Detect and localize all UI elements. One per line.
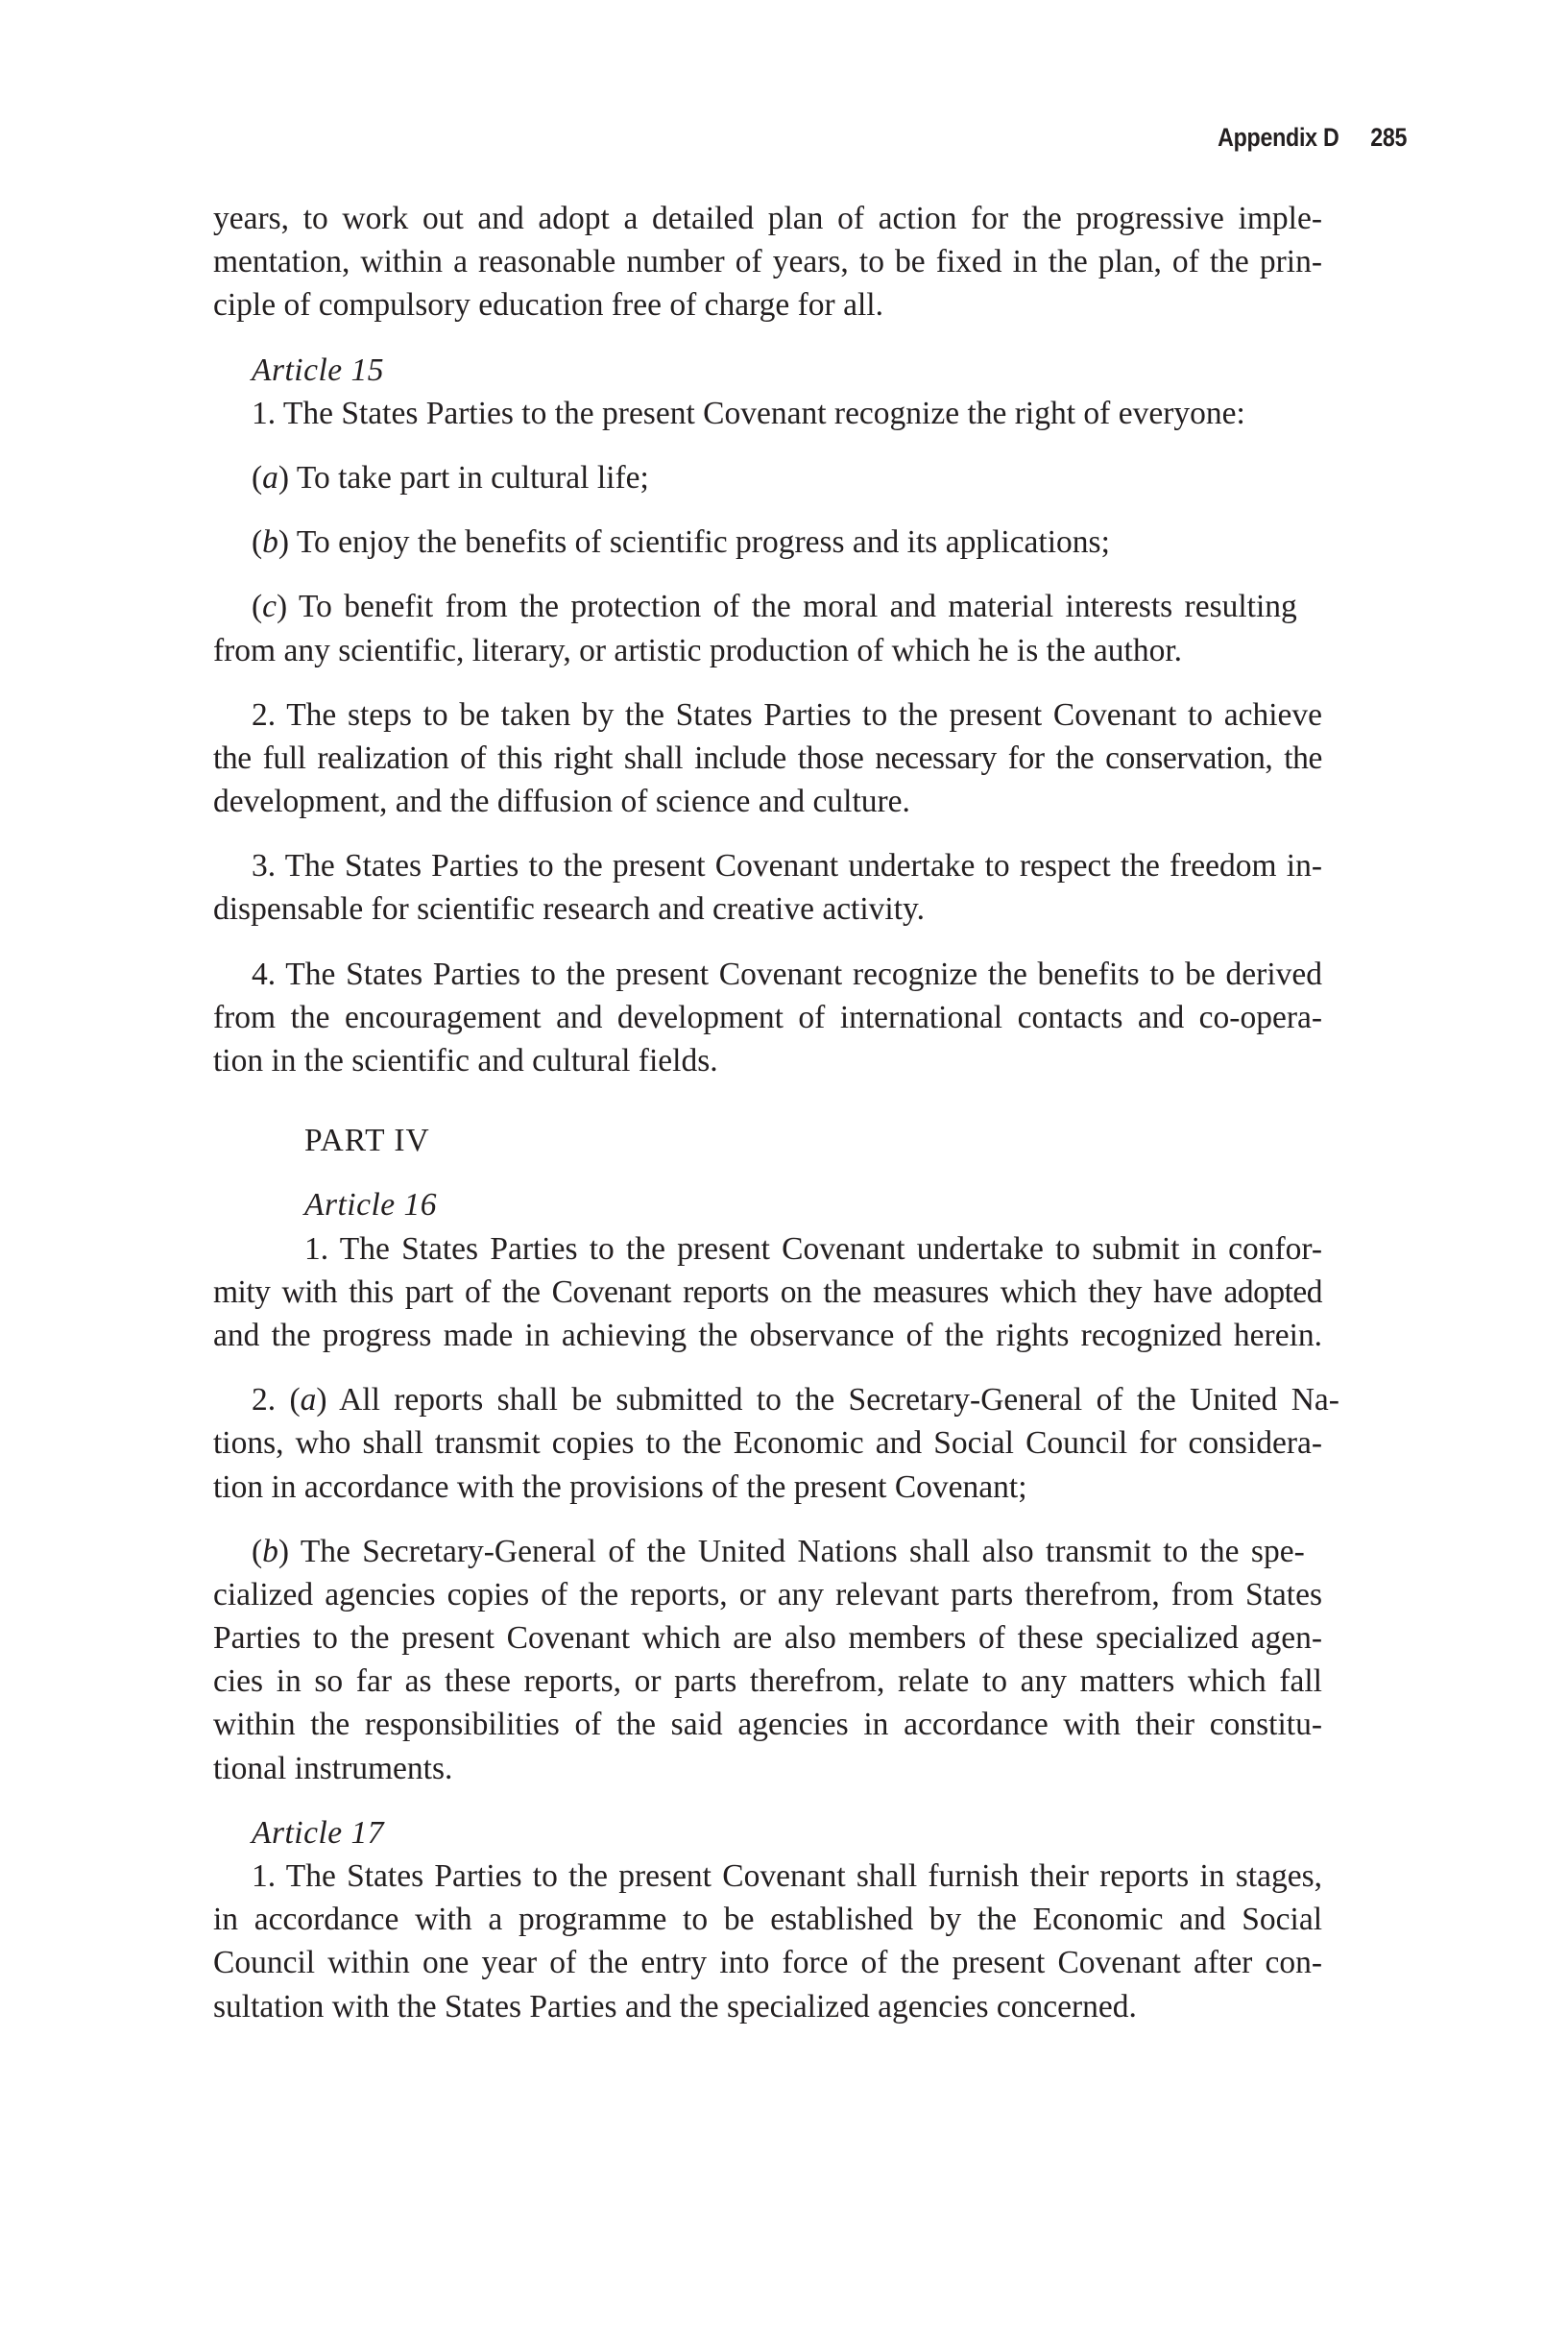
article-17-heading: Article 17 (252, 1814, 385, 1851)
running-head-section: Appendix D (1217, 123, 1339, 152)
item-label: c (262, 589, 277, 625)
text-line: in accordance with a programme to be established by the Economic and Social (213, 1902, 1322, 1938)
item-text: The Secretary-General of the United Nations shall also transmit to the spe- (300, 1533, 1305, 1569)
page-number: 285 (1370, 123, 1407, 152)
text-line: development, and the diffusion of science and culture. (213, 784, 910, 820)
text-line: 4. The States Parties to the present Covenant recognize the benefits to be derived (252, 956, 1322, 992)
article-15-item-a (213, 456, 1322, 499)
text-line: from the encouragement and development of international contacts and co-opera- (213, 999, 1322, 1035)
text-line: (a) To take part in cultural life; (252, 459, 649, 496)
text-line: tions, who shall transmit copies to the Economic and Social Council for considera- (213, 1425, 1322, 1462)
item-label: b (262, 524, 278, 561)
running-head (1218, 123, 1407, 153)
item-text: All reports shall be submitted to the Secretary-General of the United Na- (339, 1382, 1339, 1418)
text-line: 1. The States Parties to the present Covenant undertake to submit in confor- (304, 1230, 1322, 1267)
article-15-item-c (213, 585, 1322, 671)
article-16-paragraph-2a (213, 1378, 1339, 1509)
item-label: a (262, 459, 278, 496)
article-15-paragraph-2 (213, 693, 1322, 824)
text-line: mentation, within a reasonable number of years, to be fixed in the plan, of the prin- (213, 244, 1322, 280)
text-line: years, to work out and adopt a detailed plan of action for the progressive imple- (213, 201, 1322, 236)
text-line: and the progress made in achieving the observance of the rights recognized herein. (213, 1317, 1322, 1353)
article-17-paragraph-1 (213, 1855, 1322, 2028)
item-text: To benefit from the protection of the moral and material interests resulting (298, 589, 1297, 625)
item-text: To take part in cultural life; (296, 459, 649, 496)
article-15-paragraph-3 (213, 844, 1322, 931)
part-iv-heading: PART IV (304, 1123, 430, 1159)
item-label: b (262, 1533, 278, 1569)
article-15-item-b (213, 521, 1322, 564)
article-15-paragraph-4 (213, 953, 1322, 1083)
text-line: from any scientific, literary, or artistic production of which he is the author. (213, 632, 1183, 668)
text-line: cialized agencies copies of the reports, or any relevant parts therefrom, from States (213, 1576, 1322, 1612)
text-line: cies in so far as these reports, or parts therefrom, relate to any matters which fall (213, 1663, 1322, 1700)
item-label: a (300, 1382, 317, 1418)
text-line: 2. (a) All reports shall be submitted to the Secretary-General of the United Na- (252, 1382, 1339, 1418)
text-line: (b) The Secretary-General of the United Nations shall also transmit to the spe- (252, 1533, 1305, 1569)
paragraph-continuation (213, 197, 1322, 327)
text-line: sultation with the States Parties and the specialized agencies concerned. (213, 1988, 1137, 2025)
text-line: within the responsibilities of the said agencies in accordance with their constitu- (213, 1707, 1322, 1743)
article-15-paragraph-1 (213, 392, 1322, 435)
text-line: tional instruments. (213, 1750, 453, 1786)
text-line: (b) To enjoy the benefits of scientific progress and its applications; (252, 524, 1110, 561)
text-line: ciple of compulsory education free of charge for all. (213, 287, 883, 324)
text-line: Council within one year of the entry into force of the present Covenant after con- (213, 1945, 1322, 1981)
item-text: To enjoy the benefits of scientific progress and its applications; (296, 524, 1110, 561)
text-line: tion in the scientific and cultural fields. (213, 1043, 718, 1079)
text-line: dispensable for scientific research and creative activity. (213, 891, 925, 928)
article-16-paragraph-2b (213, 1530, 1322, 1790)
text-line: (c) To benefit from the protection of the moral and material interests resulting (252, 589, 1297, 625)
article-15-heading: Article 15 (252, 352, 385, 388)
text-line: 3. The States Parties to the present Covenant undertake to respect the freedom in- (252, 848, 1322, 885)
text-line: 2. The steps to be taken by the States Parties to the present Covenant to achieve (252, 696, 1322, 733)
item-prefix: 2. (252, 1382, 290, 1418)
text-line: 1. The States Parties to the present Covenant recognize the right of everyone: (252, 395, 1245, 431)
text-line: Parties to the present Covenant which are also members of these specialized agen- (213, 1620, 1322, 1657)
text-line: tion in accordance with the provisions of the present Covenant; (213, 1468, 1027, 1505)
page-body (213, 197, 1339, 2049)
text-line: 1. The States Parties to the present Covenant shall furnish their reports in stages, (252, 1858, 1322, 1894)
article-16-paragraph-1 (213, 1227, 1322, 1358)
text-line: mity with this part of the Covenant reports on the measures which they have adopted (213, 1273, 1322, 1310)
article-16-heading: Article 16 (304, 1187, 438, 1224)
text-line: the full realization of this right shall include those necessary for the conservation, the (213, 740, 1322, 776)
